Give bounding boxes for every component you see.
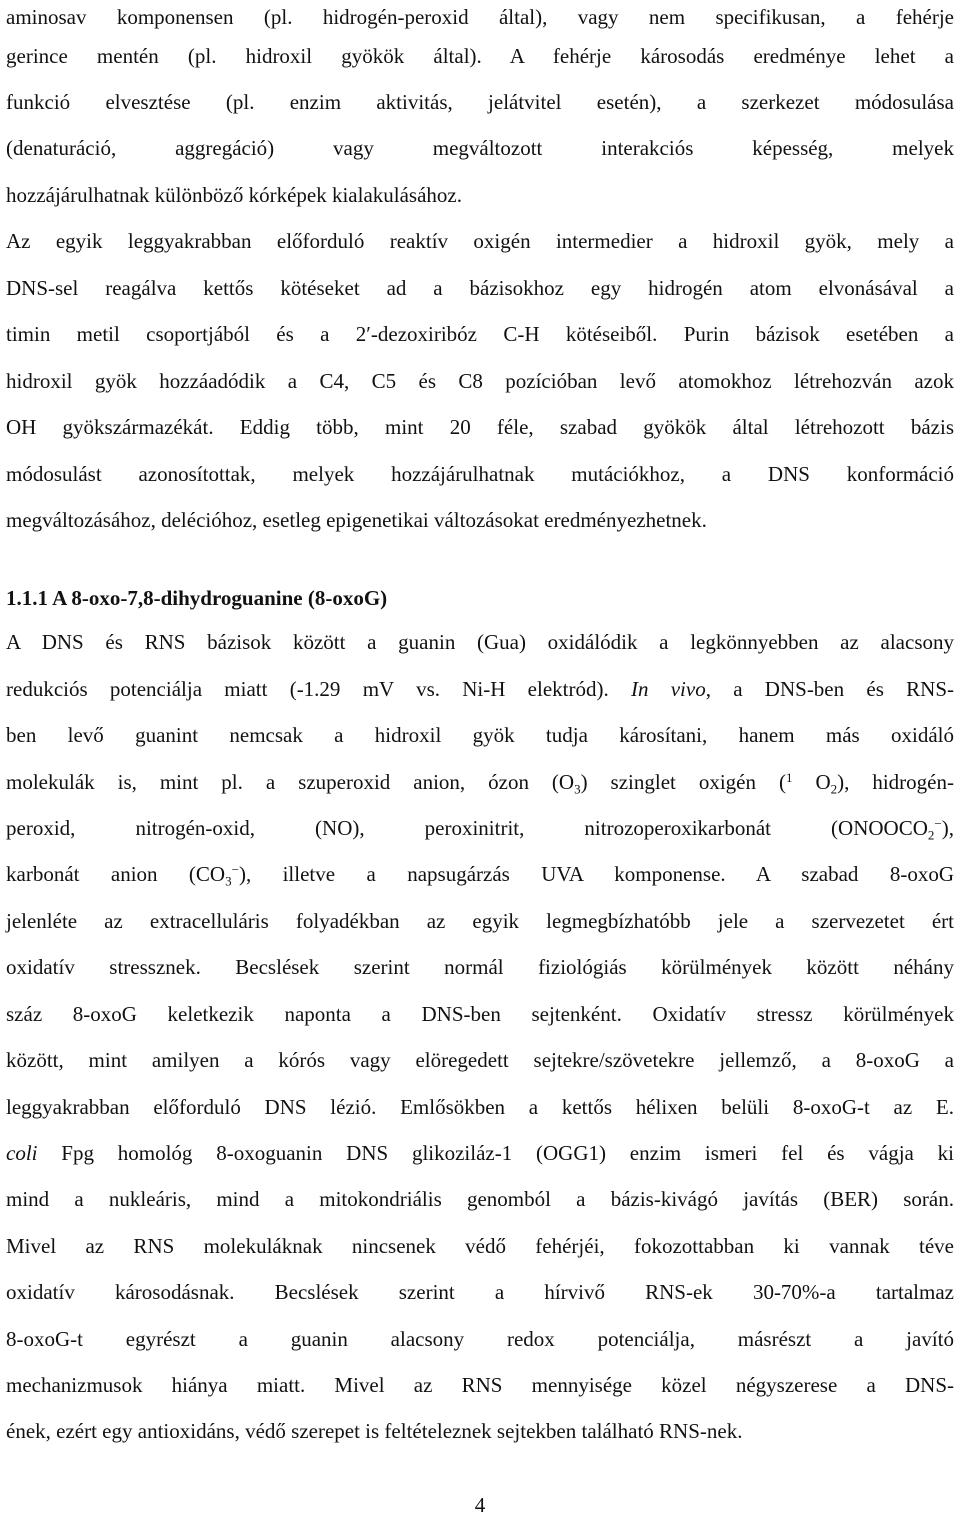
text-line: száz 8-oxoG keletkezik naponta a DNS-ben sejtenként. Oxidatív stressz körülmények [6,1002,954,1026]
superscript: 1 [785,769,793,785]
text-line: DNS-sel reagálva kettős kötéseket ad a bázisokhoz egy hidrogén atom elvonásával a [6,276,954,300]
text-line: aminosav komponensen (pl. hidrogén-peroxid által), vagy nem specifikusan, a fehérje [6,5,954,29]
text-line [6,674,954,704]
text-run: , a DNS-ben és RNS- [705,677,954,701]
text-line: 8-oxoG-t egyrészt a guanin alacsony redox potenciálja, másrészt a javító [6,1327,954,1351]
text-line: mind a nukleáris, mind a mitokondriális genomból a bázis-kivágó javítás (BER) során. [6,1187,954,1211]
text-run: Fpg homológ 8-oxoguanin DNS glikoziláz-1 (OGG1) enzim ismeri fel és vágja ki [37,1141,954,1165]
text-line: funkció elvesztése (pl. enzim aktivitás, jelátvitel esetén), a szerkezet módosulása [6,90,954,114]
text-line: Mivel az RNS molekuláknak nincsenek védő fehérjéi, fokozottabban ki vannak téve [6,1234,954,1258]
section-heading: 1.1.1 A 8-oxo-7,8-dihydroguanine (8-oxoG) [6,586,388,610]
text-line [6,767,954,797]
superscript: − [231,861,239,877]
subscript: 3 [574,781,581,797]
text-run: redukciós potenciálja miatt (-1.29 mV vs. Ni-H elektród). [6,677,631,701]
text-line: leggyakrabban előforduló DNS lézió. Emlősökben a kettős hélixen belüli 8-oxoG-t az E. [6,1095,954,1119]
text-line: OH gyökszármazékát. Eddig több, mint 20 féle, szabad gyökök által létrehozott bázis [6,415,954,439]
text-run: ), [941,816,954,840]
text-line: oxidatív károsodásnak. Becslések szerint a hírvivő RNS-ek 30-70%-a tartalmaz [6,1280,954,1304]
subscript: 2 [927,827,935,843]
text-line [6,859,954,889]
text-line: gerince mentén (pl. hidroxil gyökök által). A fehérje károsodás eredménye lehet a [6,44,954,68]
italic-term: coli [6,1141,38,1165]
text-line: oxidatív stressznek. Becslések szerint normál fiziológiás körülmények között néhány [6,955,954,979]
superscript: − [934,815,942,831]
text-line: timin metil csoportjából és a 2′-dezoxiribóz C-H kötéseiből. Purin bázisok esetében a [6,322,954,346]
text-line: módosulást azonosítottak, melyek hozzájárulhatnak mutációkhoz, a DNS konformáció [6,462,954,486]
text-line: Az egyik leggyakrabban előforduló reaktív oxigén intermedier a hidroxil gyök, mely a [6,229,954,253]
page-number: 4 [474,1493,486,1517]
text-line: hidroxil gyök hozzáadódik a C4, C5 és C8 pozícióban levő atomokhoz létrehozván azok [6,369,954,393]
text-line: ben levő guanint nemcsak a hidroxil gyök tudja károsítani, hanem más oxidáló [6,723,954,747]
text-run: karbonát anion (CO [6,862,226,886]
text-run: peroxid, nitrogén-oxid, (NO), peroxinitrit, nitrozoperoxikarbonát (ONOOCO [6,816,928,840]
italic-term: In vivo [630,677,706,701]
text-line: hozzájárulhatnak különböző kórképek kialakulásához. [6,183,462,207]
text-run: ) szinglet oxigén ( [580,770,786,794]
text-line: A DNS és RNS bázisok között a guanin (Gua) oxidálódik a legkönnyebben az alacsony [6,630,954,654]
text-line [6,813,954,843]
text-line: jelenléte az extracelluláris folyadékban az egyik legmegbízhatóbb jele a szervezetet ért [6,909,954,933]
text-line: között, mint amilyen a kórós vagy elöregedett sejtekre/szövetekre jellemző, a 8-oxoG a [6,1048,954,1072]
text-run: molekulák is, mint pl. a szuperoxid anion, ózon (O [6,770,575,794]
text-line: mechanizmusok hiánya miatt. Mivel az RNS mennyisége közel négyszerese a DNS- [6,1373,954,1397]
text-run: ), hidrogén- [837,770,954,794]
text-line: (denaturáció, aggregáció) vagy megváltozott interakciós képesség, melyek [6,136,954,160]
text-line: ének, ezért egy antioxidáns, védő szerepet is feltételeznek sejtekben található RNS-nek. [6,1419,743,1443]
text-line: megváltozásához, delécióhoz, esetleg epigenetikai változásokat eredményezhetnek. [6,508,707,532]
subscript: 2 [830,781,838,797]
text-run: ), illetve a napsugárzás UVA komponense. A szabad 8-oxoG [238,862,954,886]
text-run: O [792,770,831,794]
subscript: 3 [225,873,232,889]
text-line [6,1138,954,1168]
